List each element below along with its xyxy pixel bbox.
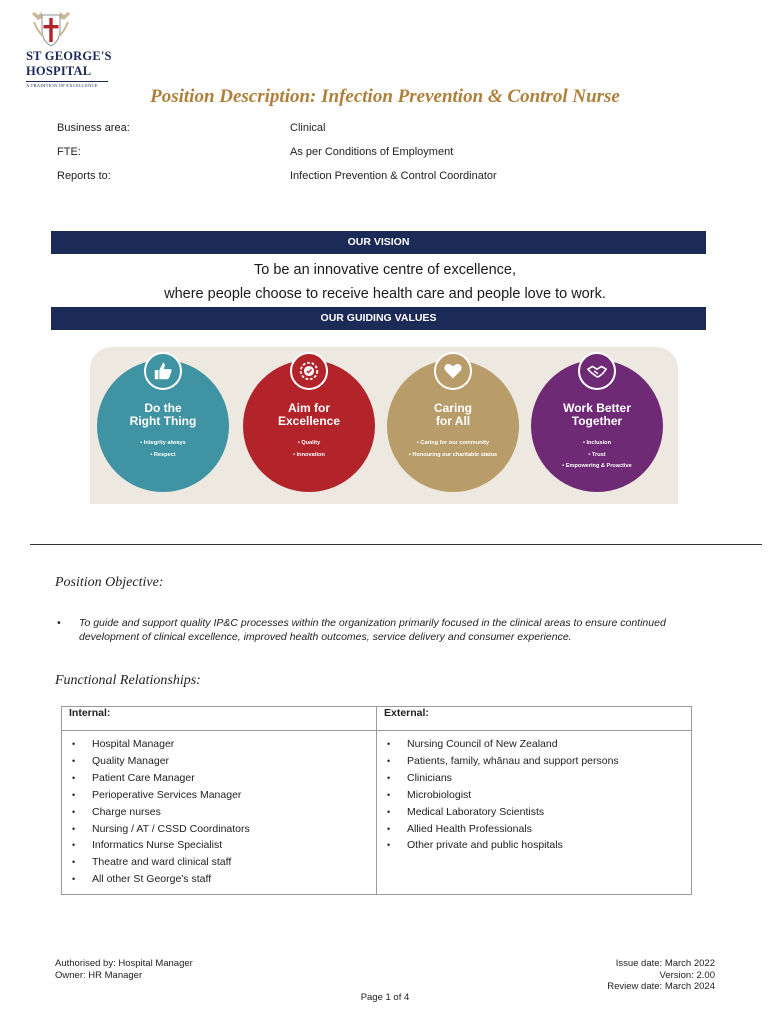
objective-heading: Position Objective:	[55, 575, 164, 590]
crest-icon	[28, 10, 74, 48]
external-relationship-item: • Microbiologist	[384, 787, 691, 804]
internal-relationship-item: • Theatre and ward clinical staff	[69, 854, 376, 871]
issue-date: Issue date: March 2022	[615, 958, 715, 969]
internal-header: Internal:	[62, 707, 377, 731]
objective-item	[57, 617, 707, 644]
external-relationship-item: • Clinicians	[384, 770, 691, 787]
meta-label: FTE:	[57, 146, 81, 158]
external-relationship-item: • Allied Health Professionals	[384, 821, 691, 838]
internal-list	[69, 736, 376, 888]
internal-relationship-item: • Quality Manager	[69, 753, 376, 770]
value-title-line2: for All	[435, 414, 471, 428]
value-do-the-right-thing	[97, 360, 229, 492]
vision-line-2: where people choose to receive health care and people love to work.	[164, 286, 606, 302]
handshake-icon	[578, 352, 616, 390]
value-bullet: • Honouring our charitable status	[408, 451, 498, 458]
value-title-line1: Caring	[433, 401, 472, 415]
internal-relationship-item: • Nursing / AT / CSSD Coordinators	[69, 821, 376, 838]
value-bullet: • Empowering & Proactive	[562, 463, 632, 469]
internal-cell	[62, 731, 377, 895]
value-caring-for-all	[387, 360, 519, 492]
page-title: Position Description: Infection Prevention & Control Nurse	[150, 86, 620, 107]
values-heading: OUR GUIDING VALUES	[51, 307, 706, 330]
external-header: External:	[377, 707, 692, 731]
external-relationship-item: • Other private and public hospitals	[384, 837, 691, 854]
internal-relationship-item: • Informatics Nurse Specialist	[69, 837, 376, 854]
logo-name-line2: HOSPITAL	[26, 64, 92, 78]
vision-heading: OUR VISION	[51, 231, 706, 254]
value-title-line2: Excellence	[277, 414, 341, 428]
internal-relationship-item: • Charge nurses	[69, 804, 376, 821]
value-bullet: • Integrity always	[140, 440, 186, 446]
page-number: Page 1 of 4	[360, 992, 410, 1003]
logo-divider	[26, 81, 108, 82]
value-title-line2: Together	[571, 414, 623, 428]
relationships-table	[61, 706, 692, 895]
internal-relationship-item: • All other St George's staff	[69, 871, 376, 888]
meta-value: Clinical	[290, 122, 326, 134]
value-bullet: • Quality	[297, 440, 321, 446]
footer-right	[607, 958, 715, 993]
external-list	[384, 736, 691, 854]
value-bullet: • Trust	[588, 451, 606, 458]
meta-value: Infection Prevention & Control Coordinator	[290, 170, 497, 182]
owner: Owner: HR Manager	[55, 969, 143, 981]
section-divider	[30, 544, 762, 545]
value-bullet: • Inclusion	[582, 440, 612, 446]
value-bullet: • Respect	[150, 451, 176, 458]
vision-line-1: To be an innovative centre of excellence,	[254, 262, 516, 278]
logo-tagline: A TRADITION OF EXCELLENCE	[26, 83, 98, 88]
heart-icon	[434, 352, 472, 390]
guiding-values-graphic	[90, 347, 678, 504]
value-title-line1: Aim for	[288, 401, 330, 415]
external-relationship-item: • Nursing Council of New Zealand	[384, 736, 691, 753]
meta-label: Reports to:	[57, 170, 111, 182]
version: Version: 2.00	[659, 969, 715, 981]
value-bullet: • Caring for our community	[416, 440, 490, 446]
authorised-by: Authorised by: Hospital Manager	[55, 958, 193, 969]
relationships-heading: Functional Relationships:	[55, 673, 201, 688]
value-title-line1: Work Better	[563, 401, 631, 415]
footer-left	[55, 958, 193, 981]
review-date: Review date: March 2024	[607, 981, 715, 992]
hospital-logo	[26, 10, 116, 88]
external-cell	[377, 731, 692, 895]
objective-text: To guide and support quality IP&C processes within the organization primarily focused in the clinical areas to ensure continued development of clinical excellence, improved health outcomes, service delivery and consumer experience.	[79, 617, 666, 643]
meta-label: Business area:	[57, 122, 130, 134]
external-relationship-item: • Medical Laboratory Scientists	[384, 804, 691, 821]
external-relationship-item: • Patients, family, whānau and support persons	[384, 753, 691, 770]
value-title-line2: Right Thing	[129, 414, 197, 428]
award-icon	[290, 352, 328, 390]
value-title-line1: Do the	[144, 401, 182, 415]
thumbs-up-icon	[144, 352, 182, 390]
logo-name-line1: ST GEORGE'S	[26, 49, 112, 63]
internal-relationship-item: • Hospital Manager	[69, 736, 376, 753]
internal-relationship-item: • Perioperative Services Manager	[69, 787, 376, 804]
value-work-better-together	[531, 360, 663, 492]
value-bullet: • Innovation	[293, 451, 325, 458]
bullet-icon: •	[57, 617, 61, 629]
internal-relationship-item: • Patient Care Manager	[69, 770, 376, 787]
meta-value: As per Conditions of Employment	[290, 146, 454, 158]
value-aim-for-excellence	[243, 360, 375, 492]
